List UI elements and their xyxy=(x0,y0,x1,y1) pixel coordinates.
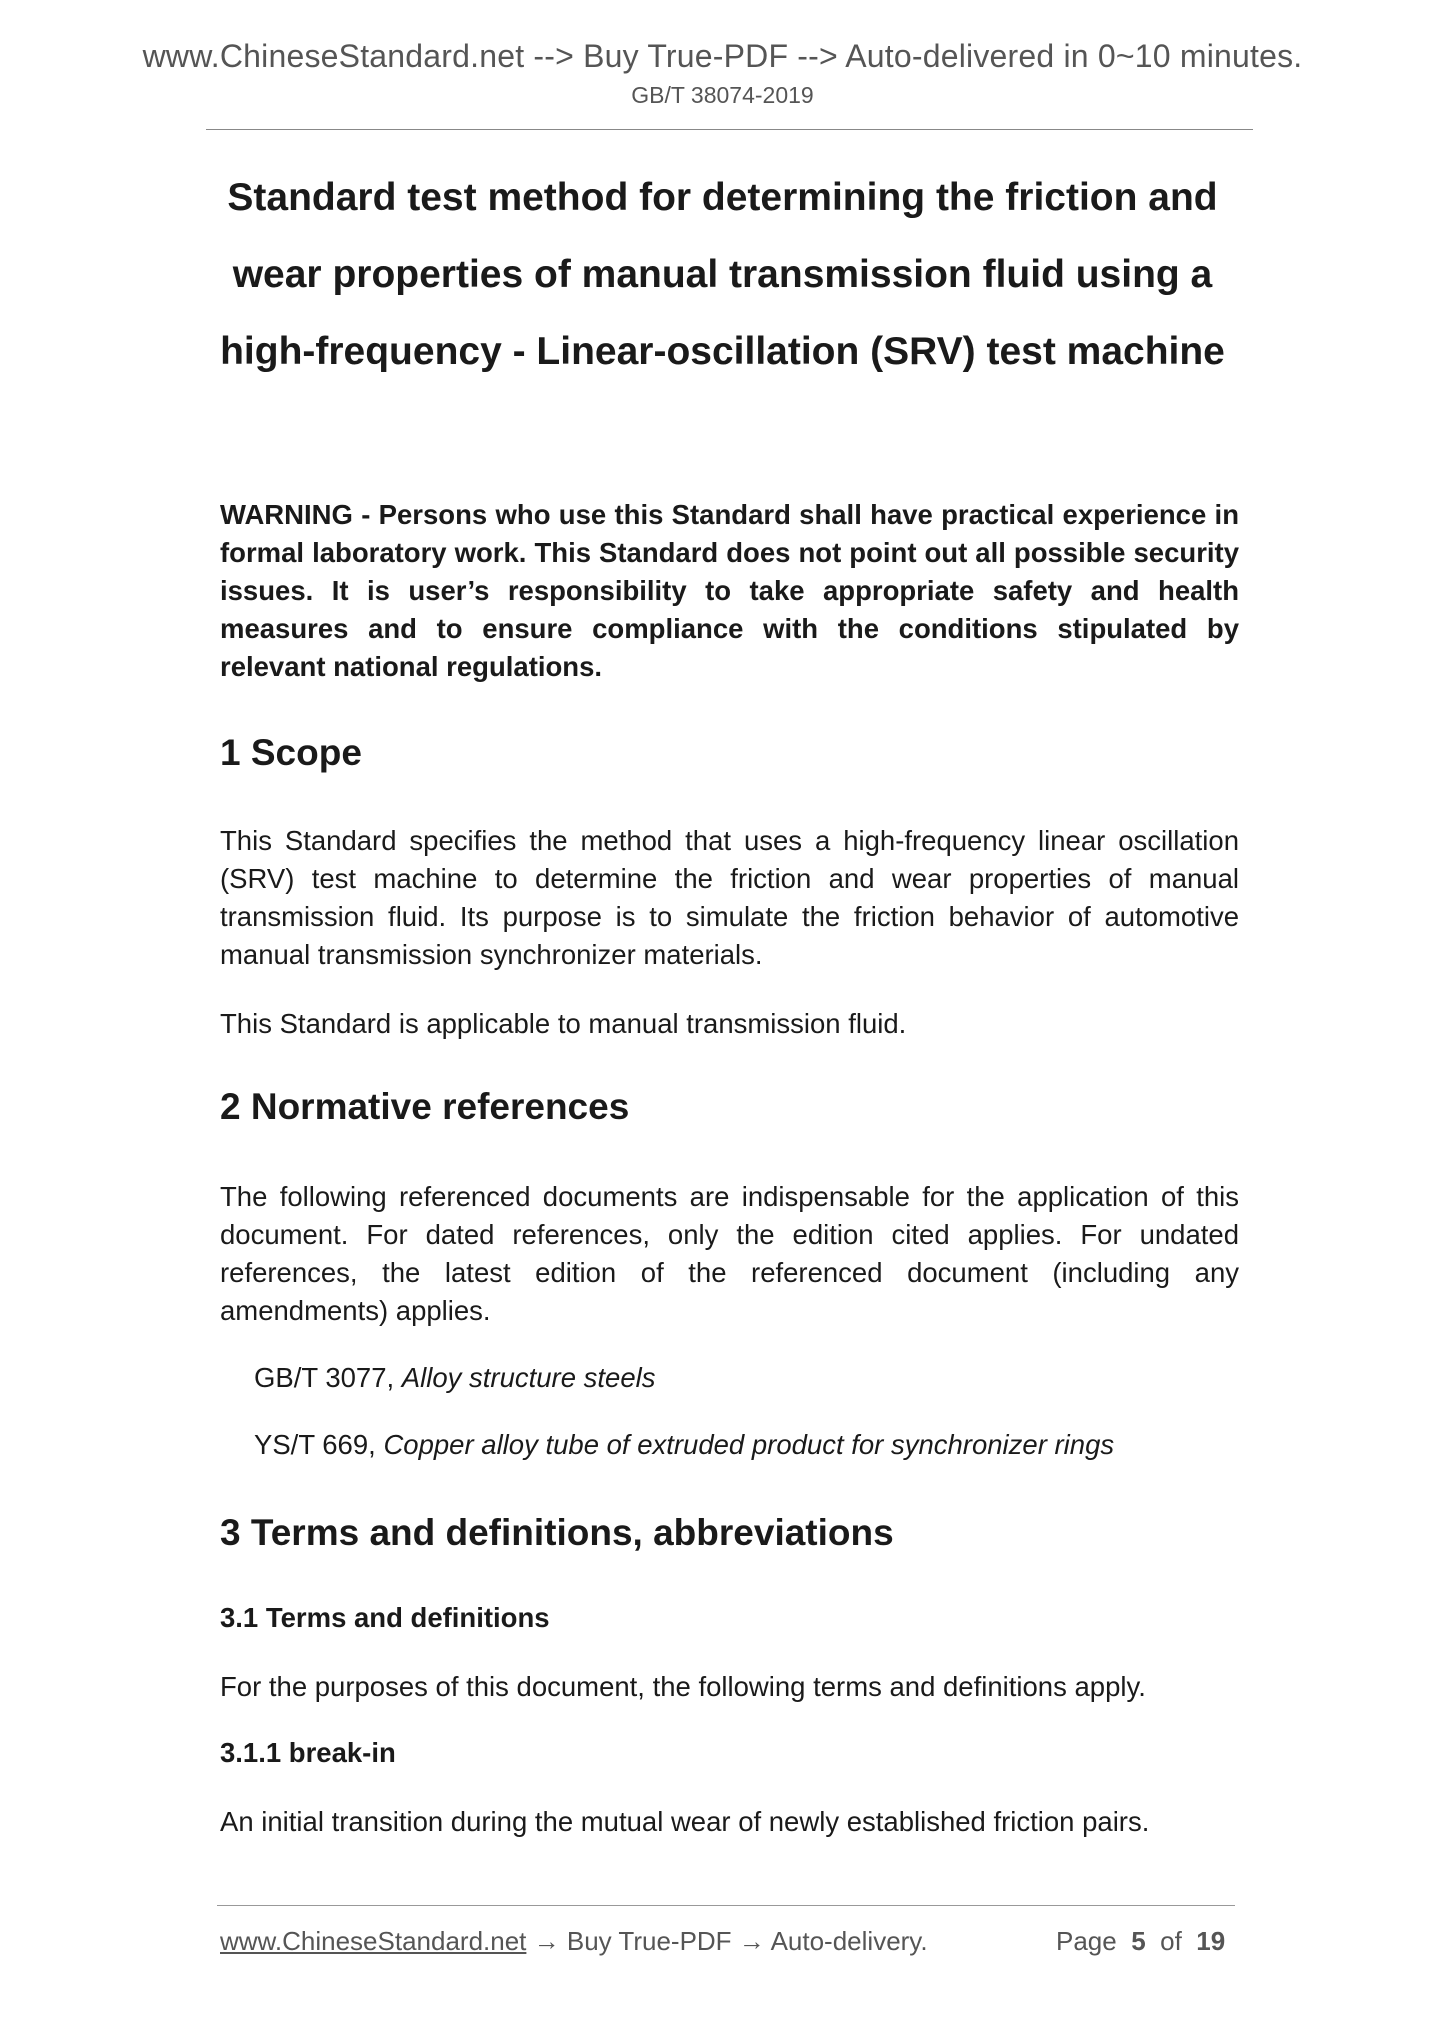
reference-code: YS/T 669, xyxy=(254,1429,384,1460)
page-total: 19 xyxy=(1196,1926,1226,1956)
reference-item xyxy=(254,1362,656,1394)
subsection-3-1-heading: 3.1 Terms and definitions xyxy=(220,1602,550,1633)
footer-tagline: → Buy True-PDF → Auto-delivery. xyxy=(526,1926,928,1956)
references-paragraph: The following referenced documents are indispensable for the application of this document. For dated references, only the edition cited applies. For undated references, the latest edition of the referenced document (including any amendments) applies. xyxy=(220,1181,1239,1326)
footer-left xyxy=(220,1926,928,1957)
term-3-1-1-definition: An initial transition during the mutual wear of newly established friction pairs. xyxy=(220,1806,1150,1837)
title-line-1: Standard test method for determining the friction and xyxy=(227,176,1218,219)
page-label: Page xyxy=(1056,1926,1117,1956)
page-indicator xyxy=(1056,1926,1225,1957)
reference-title: Alloy structure steels xyxy=(401,1362,656,1393)
subsection-3-1-paragraph: For the purposes of this document, the following terms and definitions apply. xyxy=(220,1671,1146,1702)
section-2-heading: 2 Normative references xyxy=(220,1086,630,1127)
scope-paragraph-2: This Standard is applicable to manual transmission fluid. xyxy=(220,1008,907,1039)
section-1-heading: 1 Scope xyxy=(220,732,362,773)
page-current: 5 xyxy=(1131,1926,1146,1956)
warning-paragraph: WARNING - Persons who use this Standard shall have practical experience in formal laboratory work. This Standard does not point out all possible security issues. It is user’s responsibility to take appropriate safety and health measures and to ensure compliance with the conditions stipulated by relevant national regulations. xyxy=(220,499,1239,682)
reference-code: GB/T 3077, xyxy=(254,1362,402,1393)
footer-site-link[interactable]: www.ChineseStandard.net xyxy=(220,1926,527,1956)
term-3-1-1-heading: 3.1.1 break-in xyxy=(220,1737,396,1768)
header-divider xyxy=(206,129,1253,130)
reference-title: Copper alloy tube of extruded product for synchronizer rings xyxy=(383,1429,1115,1460)
document-code: GB/T 38074-2019 xyxy=(631,82,814,108)
section-3-heading: 3 Terms and definitions, abbreviations xyxy=(220,1512,894,1553)
of-label: of xyxy=(1160,1926,1182,1956)
footer-divider xyxy=(217,1905,1235,1906)
scope-paragraph-1: This Standard specifies the method that uses a high-frequency linear oscillation (SRV) test machine to determine the friction and wear properties of manual transmission fluid. Its purpose is to simulate the friction behavior of automotive manual transmission synchronizer materials. xyxy=(220,825,1239,970)
title-line-3: high-frequency - Linear-oscillation (SRV) test machine xyxy=(220,330,1225,373)
title-line-2: wear properties of manual transmission fluid using a xyxy=(232,253,1213,296)
header-banner: www.ChineseStandard.net --> Buy True-PDF --> Auto-delivered in 0~10 minutes. xyxy=(142,38,1303,74)
reference-item xyxy=(254,1429,1114,1461)
